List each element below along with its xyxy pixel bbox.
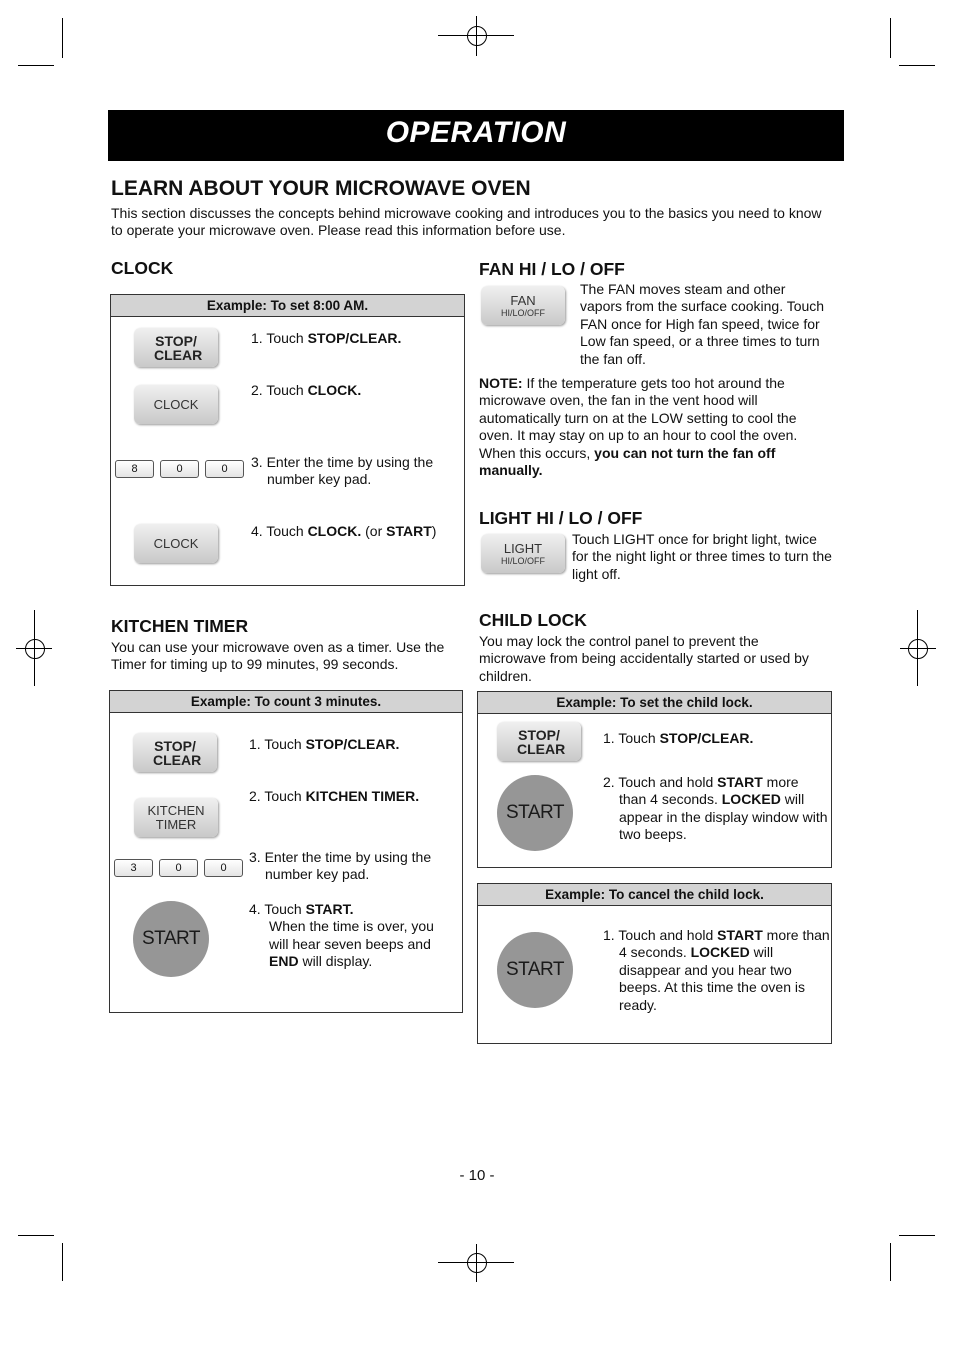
start-button[interactable]: START: [497, 932, 573, 1008]
light-text: Touch LIGHT once for bright light, twice for the night light or three times to turn the light off.: [572, 531, 832, 582]
start-button[interactable]: START: [133, 901, 209, 977]
child-lock-set-step-2: 2. Touch and hold START more than 4 seconds. LOCKED will appear in the display window with two beeps.: [603, 774, 828, 843]
crop-mark: [18, 1235, 54, 1236]
clock-step-2: 2. Touch CLOCK.: [251, 382, 362, 398]
section-header-bar: [108, 110, 844, 161]
crop-mark: [62, 18, 63, 58]
button-label: STOP/ CLEAR: [153, 737, 202, 768]
number-key[interactable]: 0: [204, 859, 243, 877]
kitchen-timer-step-4: 4. Touch START. When the time is over, you will hear seven beeps and END will display.: [249, 901, 434, 970]
crop-mark: [899, 65, 935, 66]
page-title: OPERATION: [385, 116, 567, 149]
clock-button[interactable]: [134, 524, 218, 563]
registration-circle: [25, 639, 45, 659]
button-label: CLOCK: [153, 396, 199, 412]
clock-title: CLOCK: [111, 258, 174, 278]
kitchen-timer-text: You can use your microwave oven as a timer. Use the Timer for timing up to 99 minutes, 99 seconds.: [111, 639, 445, 673]
child-lock-set-step-1: 1. Touch STOP/CLEAR.: [603, 730, 754, 746]
clock-example-box: [110, 294, 465, 586]
fan-note: NOTE: If the temperature gets too hot around the microwave oven, the fan in the vent hood will automatically turn on at the LOW setting to cool the oven. It may stay on up to an hour to cool the oven. When this occurs, you can not turn the fan off manually.: [479, 375, 798, 479]
crop-mark: [899, 1235, 935, 1236]
light-title: LIGHT HI / LO / OFF: [479, 508, 643, 528]
stop-clear-button[interactable]: [497, 722, 581, 761]
clock-step-3: 3. Enter the time by using the number key pad.: [251, 454, 434, 488]
kitchen-timer-button[interactable]: [134, 798, 218, 837]
registration-circle: [908, 639, 928, 659]
intro-text: This section discusses the concepts behind microwave cooking and introduces you to the basics you need to know to operate your microwave oven. Please read this information before use.: [111, 205, 822, 239]
start-button[interactable]: START: [497, 775, 573, 851]
child-lock-set-box: [477, 691, 832, 868]
page-number: - 10 -: [459, 1167, 495, 1184]
button-label: FAN: [510, 292, 536, 308]
light-button[interactable]: [481, 534, 565, 573]
kitchen-timer-example-box: [109, 690, 463, 1013]
button-label: LIGHT: [503, 540, 543, 556]
kitchen-timer-step-3: 3. Enter the time by using the number key pad.: [249, 849, 432, 883]
button-sublabel: HI/LO/OFF: [500, 307, 545, 318]
crop-mark: [62, 1243, 63, 1281]
crop-mark: [890, 1243, 891, 1281]
clock-example-header: Example: To set 8:00 AM.: [111, 295, 464, 317]
registration-circle: [467, 1253, 487, 1273]
child-lock-title: CHILD LOCK: [479, 610, 587, 630]
child-lock-set-header: Example: To set the child lock.: [478, 692, 831, 714]
kitchen-timer-step-2: 2. Touch KITCHEN TIMER.: [249, 788, 420, 804]
child-lock-text: You may lock the control panel to prevent the microwave from being accidentally started or used by children.: [479, 633, 809, 684]
kitchen-timer-step-1: 1. Touch STOP/CLEAR.: [249, 736, 400, 752]
clock-button[interactable]: [134, 385, 218, 424]
clock-step-4: 4. Touch CLOCK. (or START): [251, 523, 437, 539]
fan-text: The FAN moves steam and other vapors from the surface cooking. Touch FAN once for High fan speed, twice for Low fan speed, or a three times to turn the fan off.: [580, 281, 825, 367]
stop-clear-button[interactable]: [134, 328, 218, 367]
number-key[interactable]: 0: [160, 460, 199, 478]
crop-mark: [890, 18, 891, 58]
fan-title: FAN HI / LO / OFF: [479, 259, 625, 279]
clock-step-1: 1. Touch STOP/CLEAR.: [251, 330, 402, 346]
kitchen-timer-example-header: Example: To count 3 minutes.: [110, 691, 462, 713]
child-lock-cancel-box: [477, 883, 832, 1044]
kitchen-timer-title: KITCHEN TIMER: [111, 616, 249, 636]
crop-mark: [18, 65, 54, 66]
button-sublabel: HI/LO/OFF: [500, 555, 545, 566]
button-label: STOP/ CLEAR: [154, 332, 203, 363]
registration-circle: [467, 26, 487, 46]
child-lock-cancel-header: Example: To cancel the child lock.: [478, 884, 831, 906]
button-label: STOP/ CLEAR: [517, 726, 566, 757]
stop-clear-button[interactable]: [133, 733, 217, 772]
number-key[interactable]: 0: [159, 859, 198, 877]
button-label: CLOCK: [153, 535, 199, 551]
number-key[interactable]: 0: [205, 460, 244, 478]
number-key[interactable]: 8: [115, 460, 154, 478]
number-key[interactable]: 3: [114, 859, 153, 877]
button-label: KITCHEN TIMER: [147, 802, 205, 832]
child-lock-cancel-step-1: 1. Touch and hold START more than 4 seconds. LOCKED will disappear and you hear two beeps. At this time the oven is ready.: [603, 927, 830, 1013]
fan-button[interactable]: [481, 286, 565, 325]
intro-title: LEARN ABOUT YOUR MICROWAVE OVEN: [111, 177, 531, 200]
